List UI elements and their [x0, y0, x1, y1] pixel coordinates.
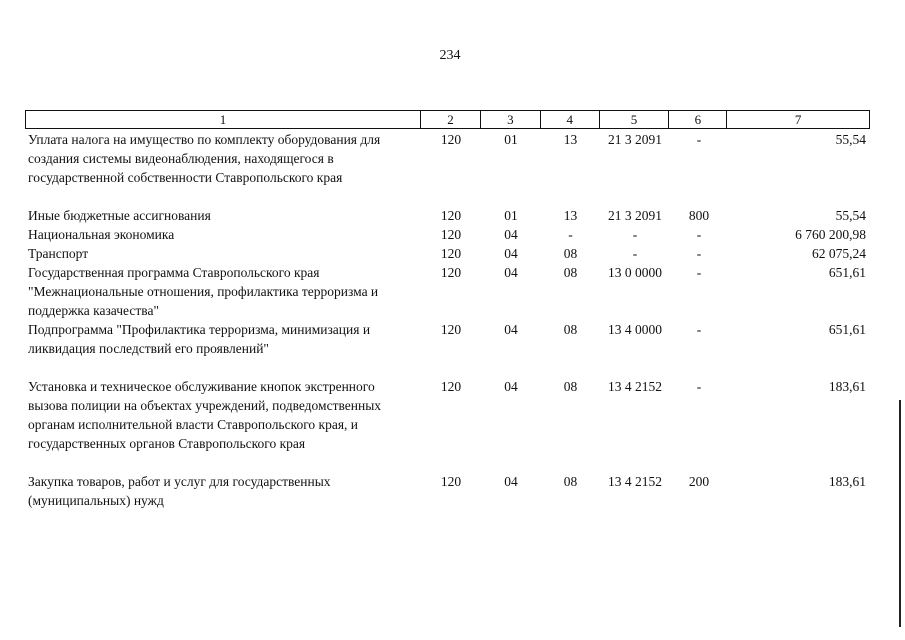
- header-cell-2: 2: [421, 111, 481, 128]
- row-col2: 120: [440, 265, 462, 280]
- row-name: Транспорт: [28, 246, 89, 261]
- row-col6: -: [696, 227, 702, 242]
- row-col3: 04: [504, 265, 518, 280]
- header-cell-1: 1: [26, 111, 421, 128]
- row-col6: -: [696, 322, 702, 337]
- row-col3: 01: [504, 132, 518, 147]
- row-col3: 01: [504, 208, 518, 223]
- row-col4: 13: [563, 208, 578, 223]
- table-row: [25, 472, 870, 510]
- table-row: [25, 377, 870, 453]
- row-col4: 08: [563, 246, 578, 261]
- row-col7: 183,61: [828, 379, 866, 394]
- row-col7: 651,61: [828, 322, 866, 337]
- table-row: [25, 225, 870, 244]
- row-name: Иные бюджетные ассигнования: [28, 208, 211, 223]
- row-col7: 62 075,24: [812, 246, 866, 261]
- table-row: [25, 130, 870, 187]
- row-col3: 04: [504, 246, 518, 261]
- table-row: [25, 244, 870, 263]
- row-col7: 55,54: [835, 132, 866, 147]
- row-col7: 55,54: [835, 208, 866, 223]
- row-col2: 120: [440, 132, 462, 147]
- row-col2: 120: [440, 208, 462, 223]
- scan-edge-line: [899, 400, 901, 627]
- row-col4: 08: [563, 474, 578, 489]
- row-col3: 04: [504, 474, 518, 489]
- row-col2: 120: [440, 227, 462, 242]
- row-name: Национальная экономика: [28, 227, 175, 242]
- row-col7: 183,61: [828, 474, 866, 489]
- table-header: [25, 110, 870, 129]
- row-name: Уплата налога на имущество по комплекту оборудования для создания системы видеонаблюдения, находящегося в государственной собственности Ставропольского края: [28, 132, 381, 185]
- row-col7: 6 760 200,98: [795, 227, 866, 242]
- row-col6: 200: [688, 474, 710, 489]
- row-col3: 04: [504, 322, 518, 337]
- header-cell-4: 4: [541, 111, 600, 128]
- row-col7: 651,61: [828, 265, 866, 280]
- row-col5: 21 3 2091: [608, 132, 662, 147]
- row-col5: 13 0 0000: [608, 265, 662, 280]
- row-col2: 120: [440, 322, 462, 337]
- row-col5: -: [632, 227, 638, 242]
- row-name: Государственная программа Ставропольского края "Межнациональные отношения, профилактика терроризма и поддержка казачества": [28, 265, 379, 318]
- row-col2: 120: [440, 379, 462, 394]
- row-col4: 13: [563, 132, 578, 147]
- row-col5: 13 4 2152: [608, 379, 662, 394]
- row-name: Установка и техническое обслуживание кнопок экстренного вызова полиции на объектах учреждений, подведомственных органам исполнительной власти Ставропольского края, и государственных органов Ставропольского края: [28, 379, 382, 451]
- row-col2: 120: [440, 474, 462, 489]
- row-col5: 13 4 2152: [608, 474, 662, 489]
- row-col4: -: [568, 227, 573, 242]
- row-col6: 800: [688, 208, 710, 223]
- row-col3: 04: [504, 379, 518, 394]
- page-number: 234: [439, 48, 461, 63]
- row-col6: -: [696, 246, 702, 261]
- table-row: [25, 320, 870, 358]
- row-name: Подпрограмма "Профилактика терроризма, минимизация и ликвидация последствий его проявлений": [28, 322, 371, 356]
- header-cell-3: 3: [481, 111, 541, 128]
- header-cell-7: 7: [794, 112, 802, 127]
- header-cell-6: 6: [669, 111, 727, 128]
- row-col3: 04: [504, 227, 518, 242]
- table-row: [25, 263, 870, 320]
- table-row: [25, 206, 870, 225]
- row-col2: 120: [440, 246, 462, 261]
- row-col5: 13 4 0000: [608, 322, 662, 337]
- row-col4: 08: [563, 322, 578, 337]
- row-col5: 21 3 2091: [608, 208, 662, 223]
- row-name: Закупка товаров, работ и услуг для государственных (муниципальных) нужд: [28, 474, 331, 508]
- header-cell-5: 5: [600, 111, 670, 128]
- row-col4: 08: [563, 265, 578, 280]
- row-col6: -: [696, 265, 702, 280]
- row-col5: -: [632, 246, 638, 261]
- row-col6: -: [696, 132, 702, 147]
- row-col4: 08: [563, 379, 578, 394]
- row-col6: -: [696, 379, 702, 394]
